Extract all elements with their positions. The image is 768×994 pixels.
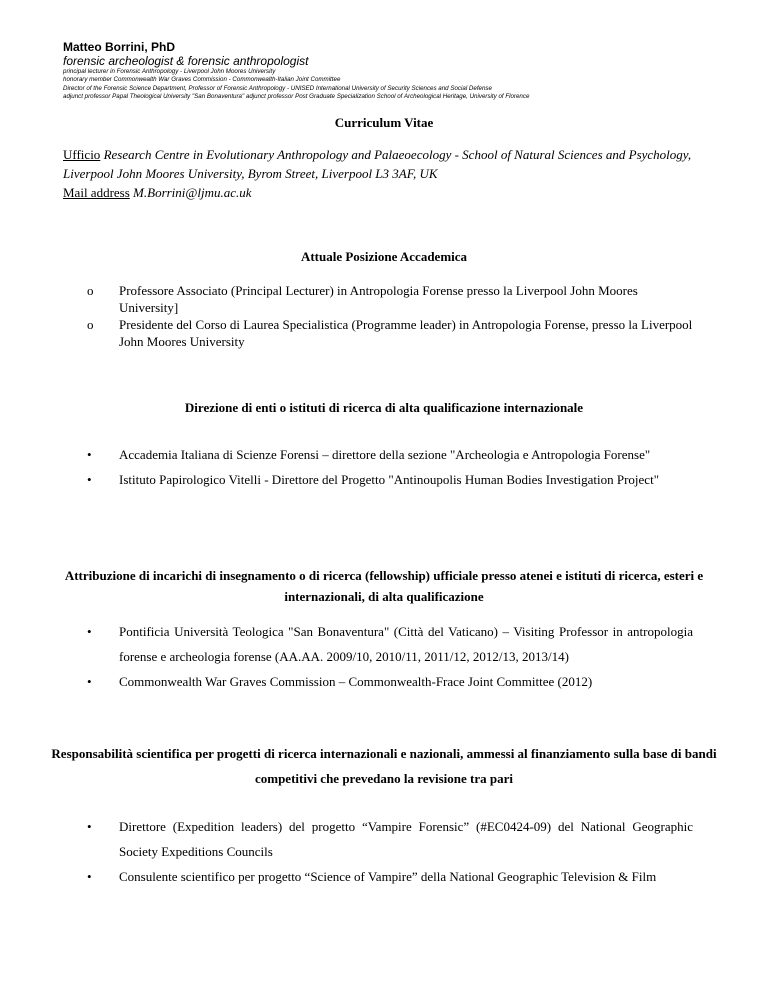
section-list: [63, 282, 693, 350]
office-label: Ufficio: [63, 147, 101, 162]
list-item: [63, 282, 693, 316]
list-item: [63, 442, 693, 467]
list-item: [63, 669, 693, 694]
bullet-marker: •: [87, 472, 92, 487]
author-subtitle: forensic archeologist & forensic anthropologist: [63, 54, 309, 68]
list-item-text: Pontificia Università Teologica "San Bonaventura" (Città del Vaticano) – Visiting Professor in antropologia forense e archeologia forense (AA.AA. 2009/10, 2010/11, 2011/12, 2012/13, 2013/14): [119, 624, 693, 664]
section-title: Direzione di enti o istituti di ricerca di alta qualificazione internazionale: [184, 400, 584, 415]
bullet-marker: •: [87, 624, 92, 639]
office-address: Research Centre in Evolutionary Anthropology and Palaeoecology - School of Natural Sciences and Psychology, Liverpool John Moores University, Byrom Street, Liverpool L3 3AF, UK: [63, 147, 692, 181]
mail-address: M.Borrini@ljmu.ac.uk: [133, 185, 252, 200]
mail-label: Mail address: [63, 185, 130, 200]
office-line: [63, 145, 723, 183]
bullet-marker: o: [87, 317, 94, 332]
list-item: [63, 619, 693, 669]
bullet-marker: •: [87, 819, 92, 834]
mail-line: [63, 183, 723, 202]
section-list: [63, 442, 693, 492]
letterhead-line: principal lecturer in Forensic Anthropology - Liverpool John Moores University: [63, 68, 276, 75]
list-item: [63, 467, 693, 492]
section-title: Responsabilità scientifica per progetti di ricerca internazionali e nazionali, ammessi al finanziamento sulla base di bandi competitivi che prevedano la revisione tra pari: [51, 746, 717, 786]
letterhead-line: Director of the Forensic Science Department, Professor of Forensic Anthropology - UNISED International University of Security Sciences and Social Defense: [63, 84, 492, 92]
list-item-text: Consulente scientifico per progetto “Science of Vampire” della National Geographic Television & Film: [119, 869, 657, 884]
list-item-text: Accademia Italiana di Scienze Forensi – direttore della sezione "Archeologia e Antropologia Forense": [119, 447, 651, 462]
list-item: [63, 814, 693, 864]
list-item: [63, 864, 693, 889]
list-item-text: Istituto Papirologico Vitelli - Direttore del Progetto "Antinoupolis Human Bodies Investigation Project": [119, 472, 659, 487]
section-list: [63, 619, 693, 694]
bullet-marker: •: [87, 674, 92, 689]
list-item: [63, 316, 693, 350]
section-title: Attribuzione di incarichi di insegnamento o di ricerca (fellowship) ufficiale presso atenei e istituti di ricerca, esteri e internazionali, di alta qualificazione: [64, 568, 704, 604]
bullet-marker: •: [87, 869, 92, 884]
list-item-text: Professore Associato (Principal Lecturer) in Antropologia Forense presso la Liverpool John Moores University]: [119, 283, 638, 315]
section-list: [63, 814, 693, 889]
letterhead-line: adjunct professor Papal Theological University "San Bonaventura" adjunct professor Post Graduate Specialization School of Archeological Heritage, University of Florence: [63, 92, 530, 100]
letterhead: [63, 41, 723, 101]
bullet-marker: o: [87, 283, 94, 298]
document-title: Curriculum Vitae: [334, 115, 434, 130]
list-item-text: Presidente del Corso di Laurea Specialistica (Programme leader) in Antropologia Forense, presso la Liverpool John Moores University: [119, 317, 693, 349]
section-title: Attuale Posizione Accademica: [300, 249, 468, 264]
letterhead-line: honorary member Commonwealth War Graves Commission - Commonwealth-Italian Joint Committee: [63, 76, 341, 84]
list-item-text: Direttore (Expedition leaders) del progetto “Vampire Forensic” (#EC0424-09) del National Geographic Society Expeditions Councils: [119, 819, 693, 859]
author-name: Matteo Borrini, PhD: [63, 40, 176, 54]
bullet-marker: •: [87, 447, 92, 462]
contact-block: [63, 145, 723, 202]
list-item-text: Commonwealth War Graves Commission – Commonwealth-Frace Joint Committee (2012): [119, 674, 593, 689]
